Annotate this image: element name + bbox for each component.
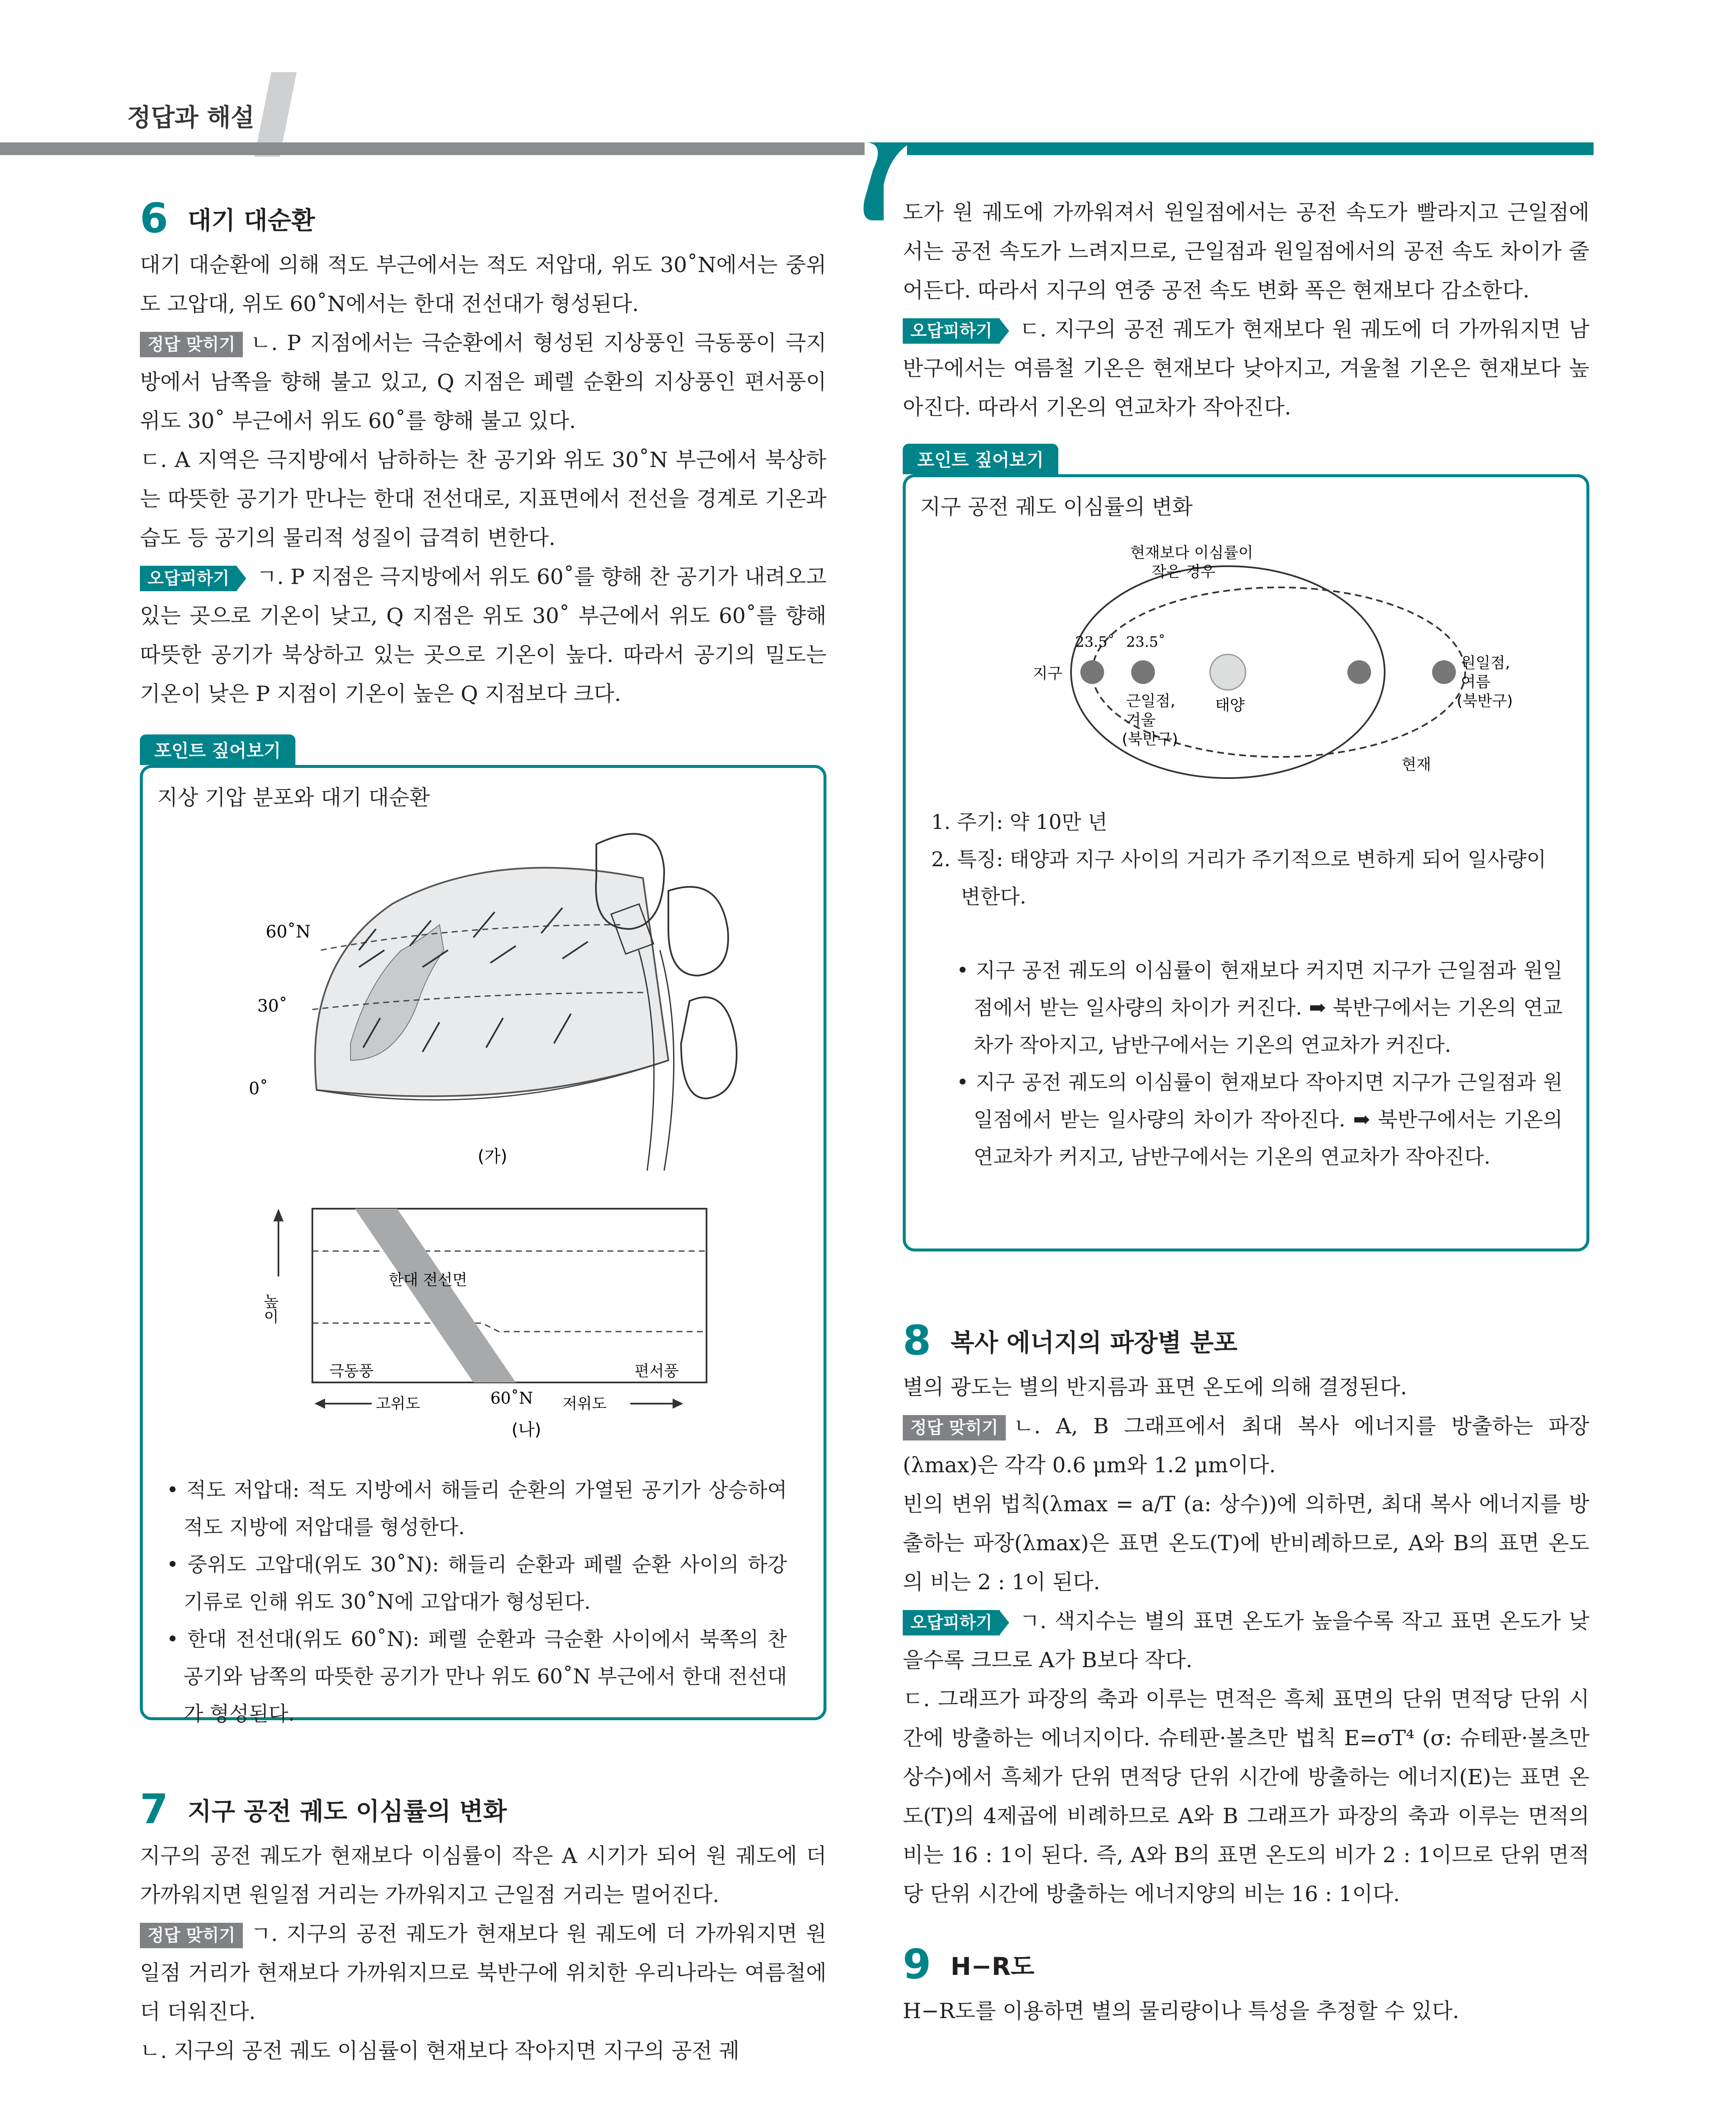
- q7-aphelion-3: (북반구): [1457, 692, 1513, 710]
- q7-ok-l-start: ㄴ. 지구의 공전 궤도 이심률이 현재보다 작아지면 지구의 공전 궤: [140, 2038, 740, 2063]
- q7-ok-l-cont: 도가 원 궤도에 가까워져서 원일점에서는 공전 속도가 빨라지고 근일점에서는 공전 속도가 느려지므로, 근일점과 원일점에서의 공전 속도 차이가 줄어든다. 따라서 지구의 연중 공전 속도 변화 폭은 현재보다 감소한다.: [903, 200, 1589, 303]
- q7-sub-list: [918, 952, 1563, 1176]
- q7-small-label-1: 현재보다 이심률이: [1130, 544, 1253, 562]
- q7-sun: 태양: [1215, 697, 1245, 714]
- q6-globe-figure: [240, 823, 749, 1187]
- q9-intro: H−R도를 이용하면 별의 물리량이나 특성을 추정할 수 있다.: [903, 1999, 1459, 2023]
- list-item: • 지구 공전 궤도의 이심률이 현재보다 작아지면 지구가 근일점과 원일점에서 받는 일사량의 차이가 작아진다. ➡ 북반구에서는 기온의 연교차가 커지고, 남반구에서는 기온의 연교차가 작아진다.: [918, 1064, 1563, 1176]
- q8-err-para: [903, 1602, 1589, 1680]
- q7-perihelion-1: 근일점,: [1126, 692, 1175, 710]
- q8-intro: 별의 광도는 별의 반지름과 표면 온도에 의해 결정된다.: [903, 1375, 1407, 1399]
- q7-list: [918, 804, 1563, 915]
- q8-err-d: ㄷ. 그래프가 파장의 축과 이루는 면적은 흑체 표면의 단위 면적당 단위 시간에 방출하는 에너지이다. 슈테판·볼츠만 법칙 E=σT⁴ (σ: 슈테판·볼츠만 상수)에서 흑체가 단위 면적당 단위 시간에 방출하는 에너지(E)는 표면 온도(T)의 4제곱에 비례하므로 A와 B 그래프가 파장의 축과 이루는 면적의 비는 16 : 1이 된다. 즉, A와 B의 표면 온도의 비가 2 : 1이므로 단위 면적당 단위 시간에 방출하는 에너지양의 비는 16 : 1이다.: [903, 1687, 1589, 1906]
- tag-arrow-icon: [1000, 1611, 1009, 1635]
- list-item: • 중위도 고압대(위도 30˚N): 해들리 순환과 페렐 순환 사이의 하강 기류로 인해 위도 30˚N에 고압대가 형성된다.: [160, 1546, 787, 1621]
- q7-perihelion-3: (북반구): [1122, 731, 1178, 748]
- q6-intro: 대기 대순환에 의해 적도 부근에서는 적도 저압대, 위도 30˚N에서는 중위도 고압대, 위도 60˚N에서는 한대 전선대가 형성된다.: [140, 253, 826, 316]
- q6-lat30: 30˚: [257, 996, 287, 1016]
- q7-orbit-figure: [990, 532, 1520, 795]
- q7-ok-g: ㄱ. 지구의 공전 궤도가 현재보다 원 궤도에 더 가까워지면 원일점 거리가 현재보다 가까워지므로 북반구에 위치한 우리나라는 여름철에 더 더워진다.: [140, 1922, 826, 2024]
- list-item: • 한대 전선대(위도 60˚N): 페렐 순환과 극순환 사이에서 북쪽의 찬 공기와 남쪽의 따뜻한 공기가 만나 위도 60˚N 부근에서 한대 전선대가 형성된다.: [160, 1621, 787, 1732]
- q7-point-box: [903, 474, 1589, 1251]
- q6-polar-wind: 극동풍: [329, 1363, 374, 1380]
- q8-title: 복사 에너지의 파장별 분포: [950, 1328, 1238, 1357]
- header-title: 정답과 해설: [127, 103, 255, 132]
- q6-front-figure: [261, 1192, 812, 1440]
- tag-arrow-icon: [1000, 319, 1009, 343]
- q6-front-lat60: 60˚N: [490, 1389, 533, 1407]
- q8-ok-l: ㄴ. A, B 그래프에서 최대 복사 에너지를 방출하는 파장(λmax)은 각각 0.6 μm와 1.2 μm이다.: [903, 1414, 1589, 1477]
- q7-tilt-1: 23.5˚: [1075, 634, 1115, 651]
- q7-number: 7: [140, 1785, 168, 1833]
- q6-front-label: 한대 전선면: [389, 1271, 467, 1289]
- list-item: • 적도 저압대: 적도 지방에서 해들리 순환의 가열된 공기가 상승하여 적도 지방에 저압대를 형성한다.: [160, 1471, 787, 1546]
- q6-box-title: 지상 기압 분포와 대기 대순환: [157, 785, 430, 810]
- q6-lat0: 0˚: [249, 1079, 268, 1098]
- q6-number: 6: [140, 195, 168, 242]
- q7-point-tab: 포인트 짚어보기: [903, 444, 1058, 474]
- q6-tag-err: 오답피하기: [140, 566, 237, 591]
- q6-ok-l-para: [140, 323, 826, 440]
- list-item: 1. 주기: 약 10만 년: [931, 810, 1107, 834]
- q7-aphelion-1: 원일점,: [1461, 654, 1510, 672]
- q9-number: 9: [903, 1941, 931, 1988]
- q6-point-box: [140, 765, 826, 1726]
- q9-title: H−R도: [950, 1952, 1035, 1981]
- q6-lat60: 60˚N: [266, 922, 311, 942]
- q7-current: 현재: [1402, 756, 1431, 773]
- q6-ok-d: ㄷ. A 지역은 극지방에서 남하하는 찬 공기와 위도 30˚N 부근에서 북상하는 따뜻한 공기가 만나는 한대 전선대로, 지표면에서 전선을 경계로 기온과 습도 등 공기의 물리적 성질이 급격히 변한다.: [140, 448, 826, 550]
- q6-ok-l: ㄴ. P 지점에서는 극순환에서 형성된 지상풍인 극동풍이 극지방에서 남쪽을 향해 불고 있고, Q 지점은 페렐 순환의 지상풍인 편서풍이 위도 30˚ 부근에서 위도 60˚를 향해 불고 있다.: [140, 331, 826, 433]
- tag-arrow-icon: [237, 567, 246, 590]
- q7-title: 지구 공전 궤도 이심률의 변화: [187, 1797, 507, 1826]
- q6-err-para: [140, 557, 826, 713]
- q7-box-title: 지구 공전 궤도 이심률의 변화: [920, 495, 1193, 519]
- q8-ok-l2: 빈의 변위 법칙(λmax = a/T (a: 상수))에 의하면, 최대 복사 에너지를 방출하는 파장(λmax)은 표면 온도(T)에 반비례하므로, A와 B의 표면 온도의 비는 2 : 1이 된다.: [903, 1492, 1589, 1594]
- q8-err-g: ㄱ. 색지수는 별의 표면 온도가 높을수록 작고 표면 온도가 낮을수록 크므로 A가 B보다 작다.: [903, 1609, 1589, 1672]
- q7-err-para: [903, 310, 1589, 427]
- q6-err-g: ㄱ. P 지점은 극지방에서 위도 60˚를 향해 찬 공기가 내려오고 있는 곳으로 기온이 낮고, Q 지점은 위도 30˚ 부근에서 위도 60˚를 향해 따뜻한 공기가 북상하고 있는 곳으로 기온이 높다. 따라서 공기의 밀도는 기온이 낮은 P 지점이 기온이 높은 Q 지점보다 크다.: [140, 565, 826, 706]
- q7-err-d: ㄷ. 지구의 공전 궤도가 현재보다 원 궤도에 더 가까워지면 남반구에서는 여름철 기온은 현재보다 낮아지고, 겨울철 기온은 현재보다 높아진다. 따라서 기온의 연교차가 작아진다.: [903, 317, 1589, 420]
- q7-tag-ok: 정답 맞히기: [140, 1923, 243, 1948]
- q7-tilt-2: 23.5˚: [1126, 634, 1166, 651]
- q6-high-lat: 고위도: [376, 1395, 420, 1413]
- q6-bullets: [160, 1471, 787, 1732]
- q7-intro: 지구의 공전 궤도가 현재보다 이심률이 작은 A 시기가 되어 원 궤도에 더 가까워지면 원일점 거리는 가까워지고 근일점 거리는 멀어진다.: [140, 1844, 826, 1907]
- q8-ok-para: [903, 1407, 1589, 1485]
- list-item: • 지구 공전 궤도의 이심률이 현재보다 커지면 지구가 근일점과 원일점에서 받는 일사량의 차이가 커진다. ➡ 북반구에서는 기온의 연교차가 작아지고, 남반구에서는 기온의 연교차가 커진다.: [918, 952, 1563, 1064]
- list-item: 2. 특징: 태양과 지구 사이의 거리가 주기적으로 변하게 되어 일사량이 변한다.: [931, 848, 1547, 909]
- q6-tag-ok: 정답 맞히기: [140, 332, 243, 357]
- q7-ok-g-para: [140, 1914, 826, 2031]
- q8-tag-err: 오답피하기: [903, 1610, 1000, 1635]
- q6-title: 대기 대순환: [187, 206, 315, 235]
- q7-earth: 지구: [1033, 665, 1063, 682]
- q6-point-tab: 포인트 짚어보기: [140, 734, 295, 765]
- q7-perihelion-2: 겨울: [1126, 712, 1156, 729]
- q7-tag-err: 오답피하기: [903, 318, 1000, 344]
- q6-fig-b-label: (나): [512, 1420, 541, 1440]
- q7-aphelion-2: 여름: [1461, 673, 1491, 691]
- q8-number: 8: [903, 1317, 931, 1364]
- q8-tag-ok: 정답 맞히기: [903, 1415, 1006, 1440]
- q6-westerly: 편서풍: [634, 1363, 679, 1380]
- q6-ylabel: 높이: [261, 1293, 279, 1324]
- q6-low-lat: 저위도: [562, 1395, 607, 1413]
- q7-small-label-2: 작은 경우: [1152, 563, 1216, 581]
- q6-fig-a-label: (가): [478, 1147, 507, 1166]
